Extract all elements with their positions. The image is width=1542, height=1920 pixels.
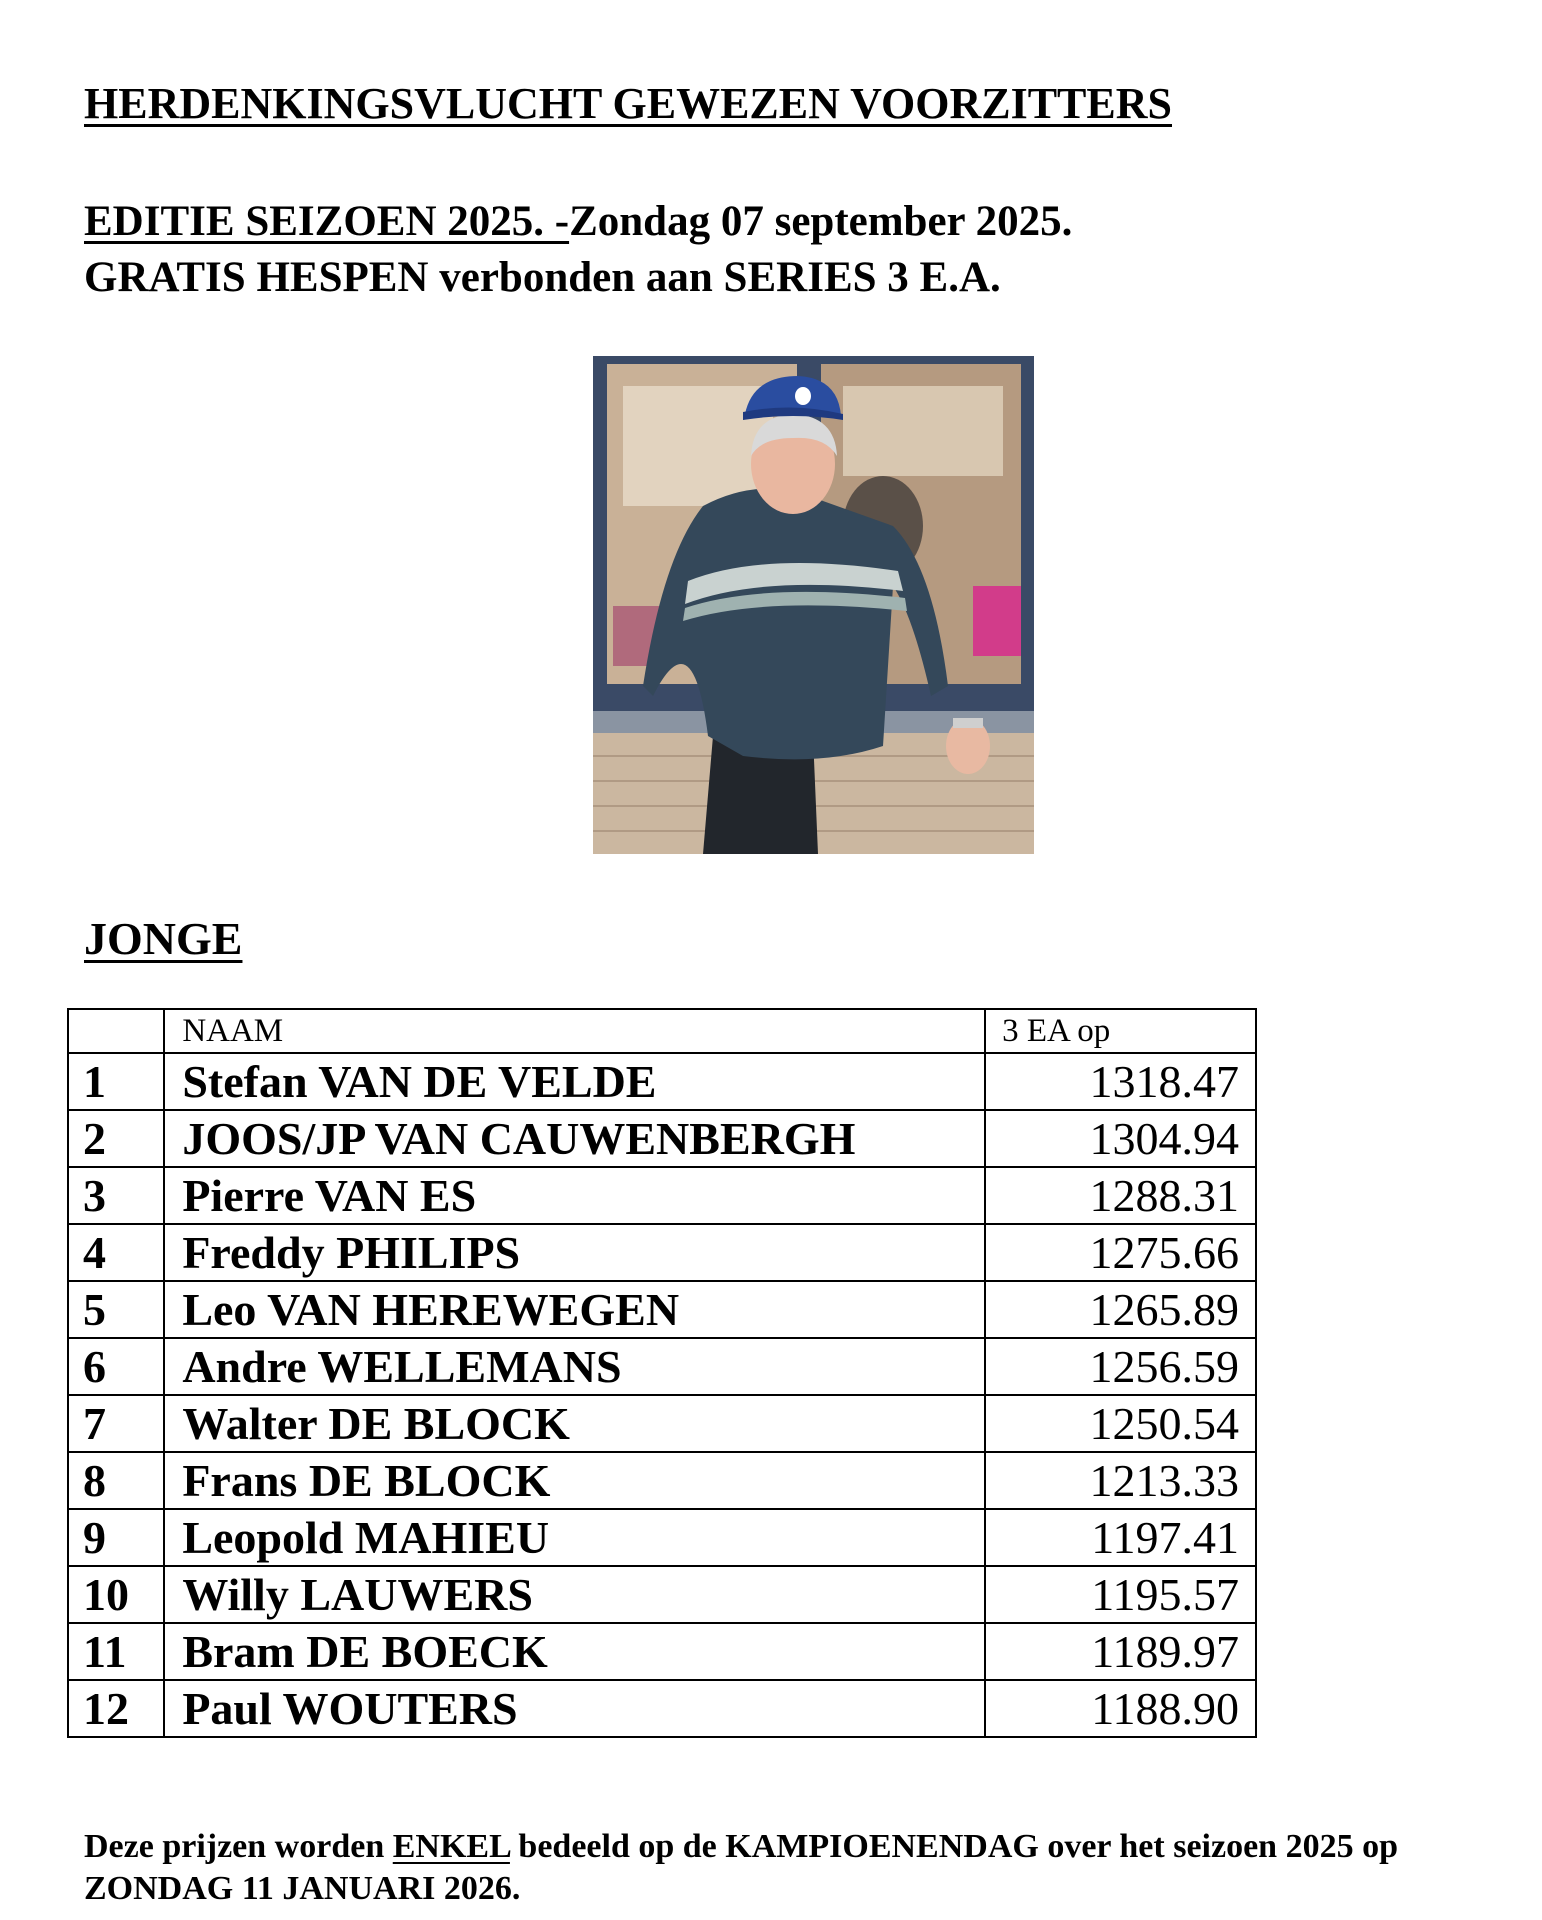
name-cell: Walter DE BLOCK xyxy=(164,1395,985,1452)
page-title: HERDENKINGSVLUCHT GEWEZEN VOORZITTERS xyxy=(84,79,1172,128)
footer-line-1 xyxy=(84,1826,1524,1868)
name-cell: Leopold MAHIEU xyxy=(164,1509,985,1566)
footer-text-end: bedeeld op de KAMPIOENENDAG over het seizoen 2025 op xyxy=(509,1828,1398,1865)
rank-cell: 1 xyxy=(68,1053,164,1110)
score-cell: 1189.97 xyxy=(985,1623,1256,1680)
table-header-row xyxy=(68,1009,1256,1053)
name-cell: Bram DE BOECK xyxy=(164,1623,985,1680)
table-row xyxy=(68,1224,1256,1281)
rank-cell: 10 xyxy=(68,1566,164,1623)
rank-cell: 12 xyxy=(68,1680,164,1737)
subtitle-block xyxy=(84,194,1072,306)
rank-cell: 8 xyxy=(68,1452,164,1509)
footer-text-start: Deze prijzen worden xyxy=(84,1828,393,1865)
name-cell: Andre WELLEMANS xyxy=(164,1338,985,1395)
table-row xyxy=(68,1053,1256,1110)
table-row xyxy=(68,1338,1256,1395)
footer-note xyxy=(84,1826,1524,1910)
score-cell: 1250.54 xyxy=(985,1395,1256,1452)
rank-cell: 9 xyxy=(68,1509,164,1566)
table-row xyxy=(68,1281,1256,1338)
rank-cell: 11 xyxy=(68,1623,164,1680)
table-row xyxy=(68,1167,1256,1224)
name-cell: Leo VAN HEREWEGEN xyxy=(164,1281,985,1338)
table-row xyxy=(68,1509,1256,1566)
rank-cell: 6 xyxy=(68,1338,164,1395)
name-cell: Willy LAUWERS xyxy=(164,1566,985,1623)
table-row xyxy=(68,1395,1256,1452)
header-name: NAAM xyxy=(164,1009,985,1053)
edition-label: EDITIE SEIZOEN 2025. - xyxy=(84,198,570,245)
chairman-photo xyxy=(593,356,1034,854)
edition-date: Zondag 07 september 2025. xyxy=(569,198,1073,245)
score-cell: 1265.89 xyxy=(985,1281,1256,1338)
footer-emphasis: ENKEL xyxy=(392,1828,510,1865)
edition-line xyxy=(84,194,1072,250)
header-rank xyxy=(68,1009,164,1053)
table-row xyxy=(68,1680,1256,1737)
name-cell: Paul WOUTERS xyxy=(164,1680,985,1737)
table-row xyxy=(68,1110,1256,1167)
rank-cell: 4 xyxy=(68,1224,164,1281)
table-row xyxy=(68,1566,1256,1623)
score-cell: 1188.90 xyxy=(985,1680,1256,1737)
score-cell: 1213.33 xyxy=(985,1452,1256,1509)
name-cell: Stefan VAN DE VELDE xyxy=(164,1053,985,1110)
rank-cell: 7 xyxy=(68,1395,164,1452)
footer-line-2: ZONDAG 11 JANUARI 2026. xyxy=(84,1870,521,1907)
name-cell: Freddy PHILIPS xyxy=(164,1224,985,1281)
section-heading: JONGE xyxy=(84,913,243,964)
name-cell: Frans DE BLOCK xyxy=(164,1452,985,1509)
prize-description: GRATIS HESPEN verbonden aan SERIES 3 E.A. xyxy=(84,254,1001,301)
table-row xyxy=(68,1623,1256,1680)
name-cell: Pierre VAN ES xyxy=(164,1167,985,1224)
score-cell: 1318.47 xyxy=(985,1053,1256,1110)
score-cell: 1256.59 xyxy=(985,1338,1256,1395)
results-table xyxy=(67,1008,1257,1738)
score-cell: 1288.31 xyxy=(985,1167,1256,1224)
header-score: 3 EA op xyxy=(985,1009,1256,1053)
rank-cell: 5 xyxy=(68,1281,164,1338)
table-row xyxy=(68,1452,1256,1509)
score-cell: 1304.94 xyxy=(985,1110,1256,1167)
score-cell: 1197.41 xyxy=(985,1509,1256,1566)
score-cell: 1275.66 xyxy=(985,1224,1256,1281)
name-cell: JOOS/JP VAN CAUWENBERGH xyxy=(164,1110,985,1167)
score-cell: 1195.57 xyxy=(985,1566,1256,1623)
rank-cell: 3 xyxy=(68,1167,164,1224)
rank-cell: 2 xyxy=(68,1110,164,1167)
